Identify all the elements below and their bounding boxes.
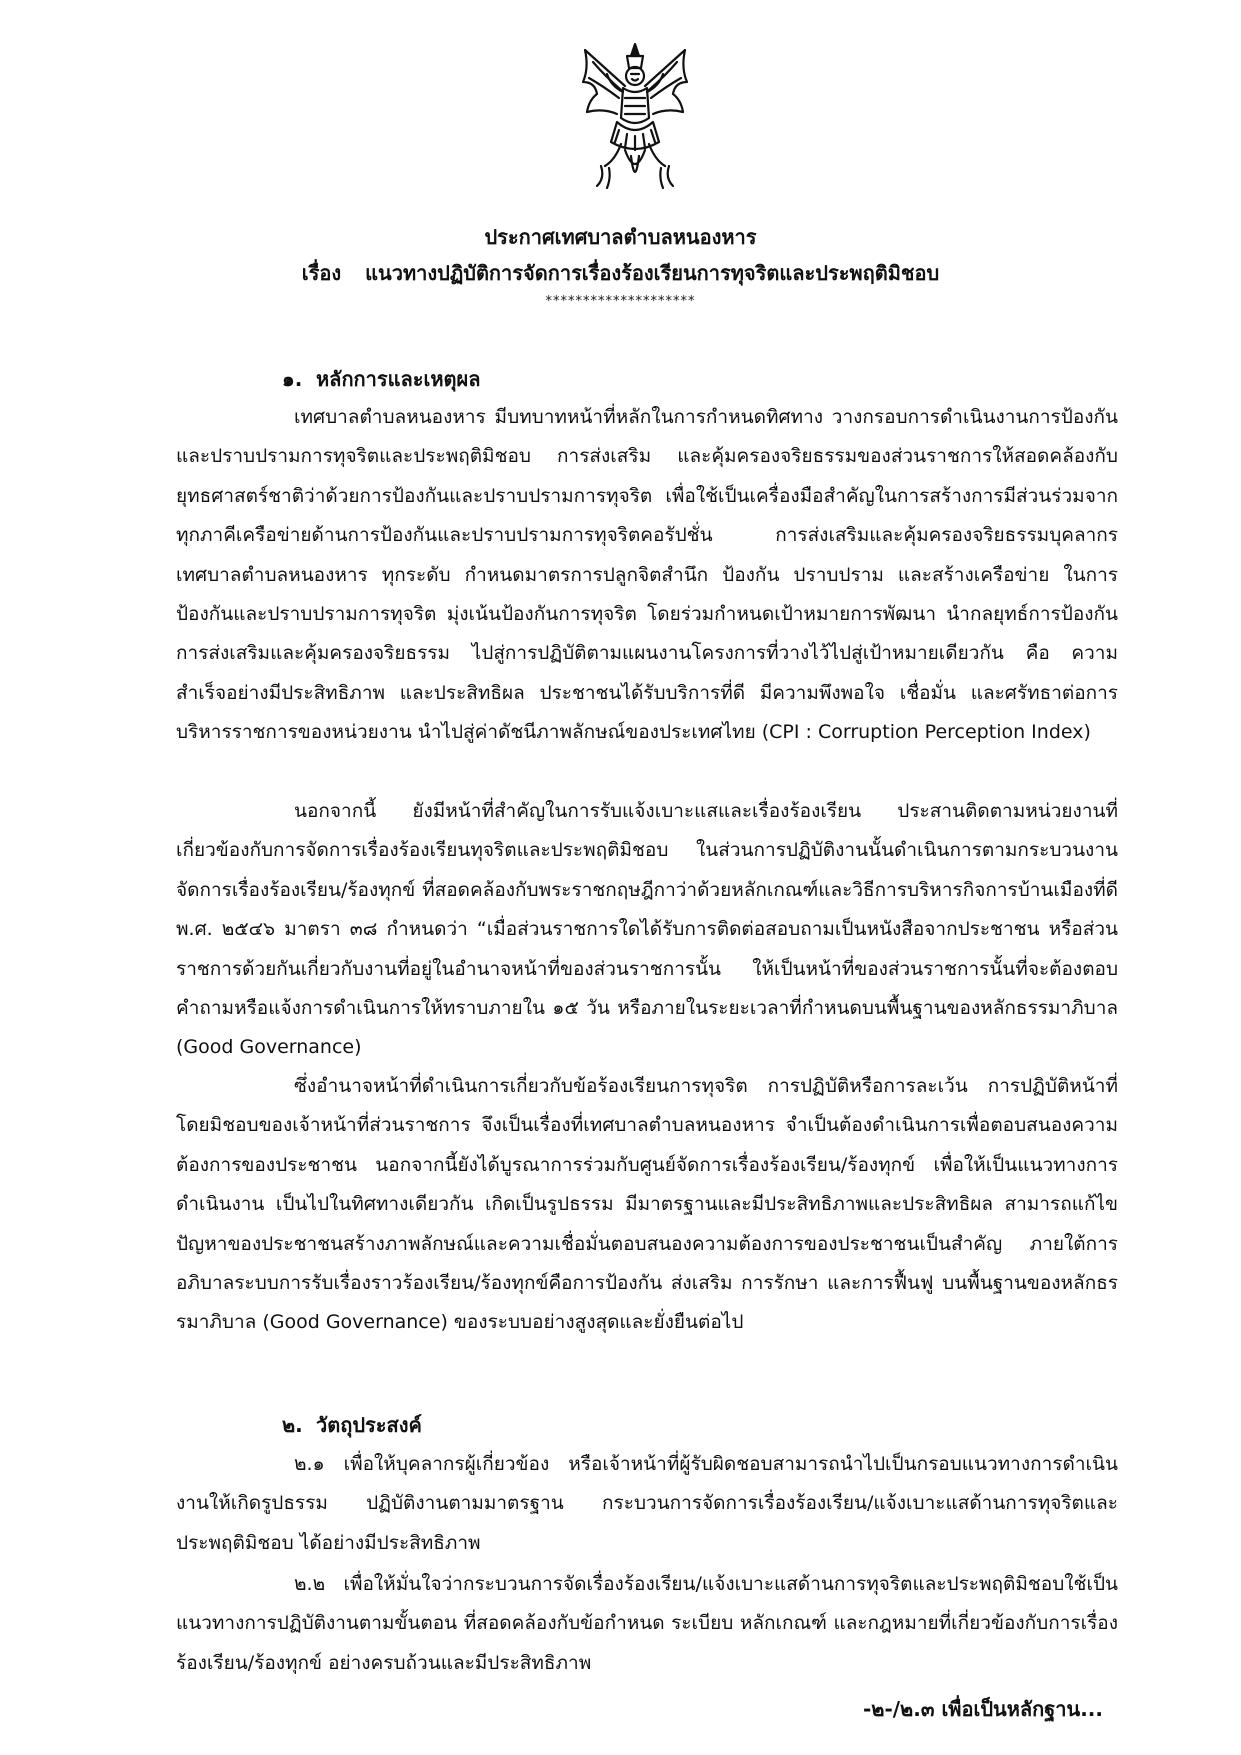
section-2-paragraph-1: ๒.๑ เพื่อให้บุคลากรผู้เกี่ยวข้อง หรือเจ้าหน้าที่ผู้รับผิดชอบสามารถนำไปเป็นกรอบแนวทางการดำเนินงานให้เกิดรูปธรรม ปฏิบัติงานตามมาตรฐาน กระบวนการจัดการเรื่องร้องเรียน/แจ้งเบาะแสด้านการทุจริตและประพฤติมิชอบ ได้อย่างมีประสิทธิภาพ (176, 1453, 1118, 1554)
garuda-emblem-icon (575, 38, 695, 198)
section-2-paragraph-2: ๒.๒ เพื่อให้มั่นใจว่ากระบวนการจัดเรื่องร้องเรียน/แจ้งเบาะแสด้านการทุจริตและประพฤติมิชอบใช้เป็นแนวทางการปฏิบัติงานตามขั้นตอน ที่สอดคล้องกับข้อกำหนด ระเบียบ หลักเกณฑ์ และกฎหมายที่เกี่ยวข้องกับการเรื่องร้องเรียน/ร้องทุกข์ อย่างครบถ้วนและมีประสิทธิภาพ (176, 1573, 1118, 1674)
section-1-heading (282, 364, 481, 394)
announcement-title: ประกาศเทศบาลตำบลหนองหาร (484, 225, 757, 249)
subject-text: แนวทางปฏิบัติการจัดการเรื่องร้องเรียนการทุจริตและประพฤติมิชอบ (365, 261, 940, 285)
section-2-title: วัตถุประสงค์ (316, 1413, 422, 1437)
section-1-number: ๑. (282, 367, 303, 391)
subject-label: เรื่อง (301, 261, 342, 285)
section-1-paragraph-3: ซึ่งอำนาจหน้าที่ดำเนินการเกี่ยวกับข้อร้องเรียนการทุจริต การปฏิบัติหรือการละเว้น การปฏิบัติหน้าที่โดยมิชอบของเจ้าหน้าที่ส่วนราชการ จึงเป็นเรื่องที่เทศบาลตำบลหนองหาร จำเป็นต้องดำเนินการเพื่อตอบสนองความต้องการของประชาชน นอกจากนี้ยังได้บูรณาการร่วมกับศูนย์จัดการเรื่องร้องเรียน/ร้องทุกข์ เพื่อให้เป็นแนวทางการดำเนินงาน เป็นไปในทิศทางเดียวกัน เกิดเป็นรูปธรรม มีมาตรฐานและมีประสิทธิภาพและประสิทธิผล สามารถแก้ไขปัญหาของประชาชนสร้างภาพลักษณ์และความเชื่อมั่นตอบสนองความต้องการของประชาชนเป็นสำคัญ ภายใต้การอภิบาลระบบการรับเรื่องราวร้องเรียน/ร้องทุกข์คือการป้องกัน ส่งเสริม การรักษา และการฟื้นฟู บนพื้นฐานของหลักธรรมาภิบาล (Good Governance) ของระบบอย่างสูงสุดและยั่งยืนต่อไป (176, 1075, 1118, 1334)
section-2-heading (282, 1410, 422, 1440)
section-1-paragraph-1: เทศบาลตำบลหนองหาร มีบทบาทหน้าที่หลักในการกำหนดทิศทาง วางกรอบการดำเนินงานการป้องกันและปราบปรามการทุจริตและประพฤติมิชอบ การส่งเสริม และคุ้มครองจริยธรรมของส่วนราชการให้สอดคล้องกับยุทธศาสตร์ชาติว่าด้วยการป้องกันและปราบปรามการทุจริต เพื่อใช้เป็นเครื่องมือสำคัญในการสร้างการมีส่วนร่วมจากทุกภาคีเครือข่ายด้านการป้องกันและปราบปรามการทุจริตคอรัปชั่น การส่งเสริมและคุ้มครองจริยธรรมบุคลากรเทศบาลตำบลหนองหาร ทุกระดับ กำหนดมาตรการปลูกจิตสำนึก ป้องกัน ปราบปราม และสร้างเครือข่าย ในการป้องกันและปราบปรามการทุจริต มุ่งเน้นป้องกันการทุจริต โดยร่วมกำหนดเป้าหมายการพัฒนา นำกลยุทธ์การป้องกันการส่งเสริมและคุ้มครองจริยธรรม ไปสู่การปฏิบัติตามแผนงานโครงการที่วางไว้ไปสู่เป้าหมายเดียวกัน คือ ความสำเร็จอย่างมีประสิทธิภาพ และประสิทธิผล ประชาชนได้รับบริการที่ดี มีความพึงพอใจ เชื่อมั่น และศรัทธาต่อการบริหารราชการของหน่วยงาน นำไปสู่ค่าดัชนีภาพลักษณ์ของประเทศไทย (CPI : Corruption Perception Index) (176, 406, 1118, 744)
section-2-number: ๒. (282, 1413, 303, 1437)
page-continuation: -๒-/๒.๓ เพื่อเป็นหลักฐาน... (862, 1697, 1103, 1721)
section-1-title: หลักการและเหตุผล (316, 367, 481, 391)
section-1-paragraph-2: นอกจากนี้ ยังมีหน้าที่สำคัญในการรับแจ้งเบาะแสและเรื่องร้องเรียน ประสานติดตามหน่วยงานที่เกี่ยวข้องกับการจัดการเรื่องร้องเรียนทุจริตและประพฤติมิชอบ ในส่วนการปฏิบัติงานนั้นดำเนินการตามกระบวนงานจัดการเรื่องร้องเรียน/ร้องทุกข์ ที่สอดคล้องกับพระราชกฤษฎีกาว่าด้วยหลักเกณฑ์และวิธีการบริหารกิจการบ้านเมืองที่ดี พ.ศ. ๒๕๔๖ มาตรา ๓๘ กำหนดว่า “เมื่อส่วนราชการใดได้รับการติดต่อสอบถามเป็นหนังสือจากประชาชน หรือส่วนราชการด้วยกันเกี่ยวกับงานที่อยู่ในอำนาจหน้าที่ของส่วนราชการนั้น ให้เป็นหน้าที่ของส่วนราชการนั้นที่จะต้องตอบคำถามหรือแจ้งการดำเนินการให้ทราบภายใน ๑๕ วัน หรือภายในระยะเวลาที่กำหนดบนพื้นฐานของหลักธรรมาภิบาล (Good Governance) (176, 800, 1118, 1059)
separator: ******************** (545, 294, 696, 309)
subject-line (0, 258, 1241, 288)
